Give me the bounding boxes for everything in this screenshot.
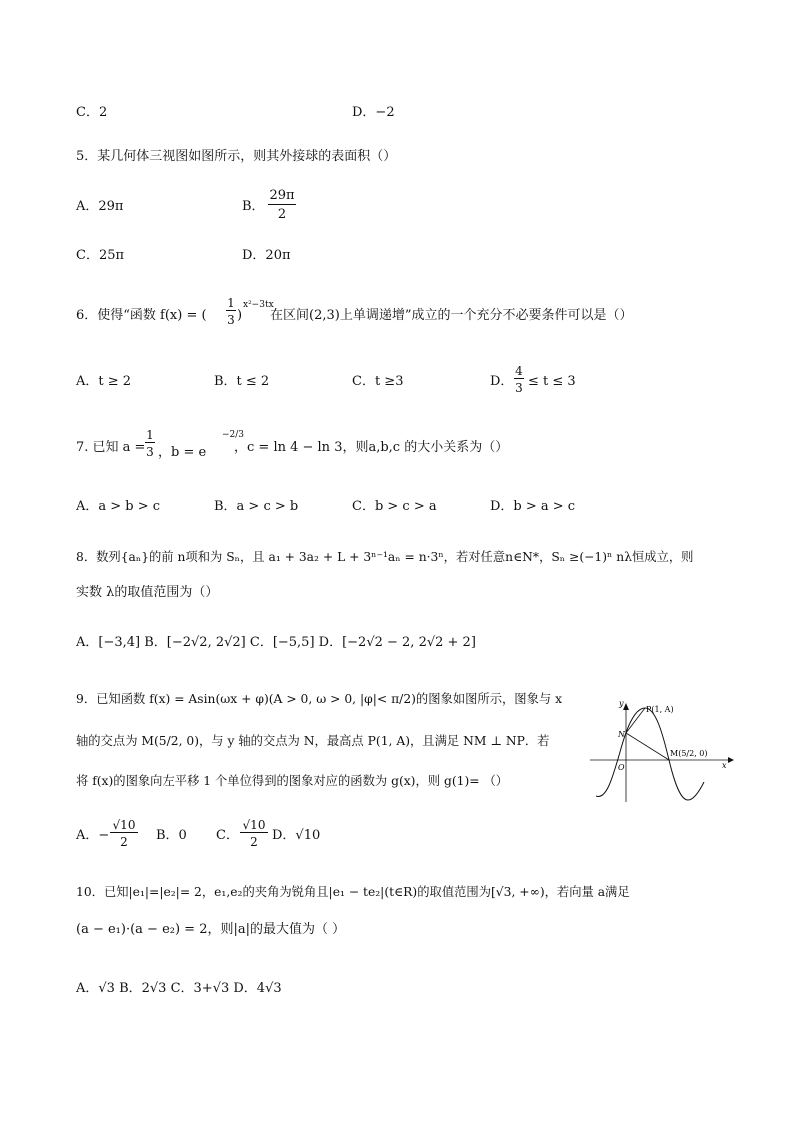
label-m: M(5/2, 0) [670, 749, 708, 758]
q7-stem-post: ，c = ln 4 − ln 3，则a,b,c 的大小关系为（） [234, 440, 509, 455]
q7-option-d: D．b > a > c [490, 499, 576, 514]
q9-stem-line2: 轴的交点为 M(5/2, 0)，与 y 轴的交点为 N，最高点 P(1, A)，且满足 NM ⊥ NP．若 [76, 734, 550, 748]
q4-option-c: C．2 [76, 105, 108, 120]
q6-stem-pre: 6．使得“函数 f(x) = ( [76, 308, 207, 323]
q8-stem-line1: 8．数列{aₙ}的前 n项和为 Sₙ，且 a₁ + 3a₂ + L + 3ⁿ⁻¹aₙ = n·3ⁿ，若对任意n∈N*，Sₙ ≥(−1)ⁿ nλ恒成立，则 [76, 550, 694, 564]
q7-option-c: C．b > c > a [352, 499, 437, 514]
label-o: O [618, 763, 625, 772]
q9-option-a-denominator: 2 [120, 835, 128, 849]
q9-option-d: D．√10 [272, 828, 321, 843]
segment-np [626, 708, 645, 733]
q8-options: A．[−3,4] B．[−2√2, 2√2] C．[−5,5] D．[−2√2 − 2, 2√2 + 2] [76, 635, 476, 650]
q6-close-paren: ) [237, 308, 243, 323]
q5-option-b-prefix: B． [242, 199, 265, 214]
q4-option-d: D．−2 [352, 105, 395, 120]
x-axis-arrow-icon [728, 757, 734, 763]
label-p: P(1, A) [646, 705, 674, 714]
q6-option-b: B．t ≤ 2 [214, 374, 270, 389]
q6-fraction-denominator: 3 [227, 313, 235, 327]
q9-option-a-numerator: √10 [110, 818, 138, 833]
q6-option-a: A．t ≥ 2 [76, 374, 132, 389]
q5-option-c: C．25π [76, 248, 125, 263]
q7-b-exponent: −2/3 [222, 430, 245, 440]
q7-option-b: B．a > c > b [214, 499, 299, 514]
q9-option-b: B．0 [156, 828, 187, 843]
q9-option-c-denominator: 2 [250, 835, 258, 849]
q10-stem-line1: 10．已知|e₁|=|e₂|= 2，e₁,e₂的夹角为锐角且|e₁ − te₂|(t∈R)的取值范围为[√3, +∞)，若向量 a满足 [76, 885, 630, 899]
q5-option-a: A．29π [76, 199, 124, 214]
q7-option-a: A．a > b > c [76, 499, 161, 514]
label-y: y [619, 700, 624, 708]
q10-options: A．√3 B．2√3 C．3+√3 D．4√3 [76, 981, 282, 996]
q7-b-pre: ，b = e [158, 445, 207, 460]
q9-option-c-numerator: √10 [240, 818, 268, 833]
q6-fraction-numerator: 1 [227, 296, 235, 310]
label-x: x [722, 761, 727, 770]
q8-stem-line2: 实数 λ的取值范围为（） [76, 585, 219, 600]
q6-option-d-numerator: 4 [515, 364, 523, 378]
sine-graph-figure [588, 700, 738, 804]
q5-option-b-denominator: 2 [277, 207, 287, 222]
q6-option-d-denominator: 3 [515, 381, 523, 395]
q5-option-b-numerator: 29π [269, 188, 295, 203]
q7-stem-pre: 7. 已知 a = [76, 440, 146, 455]
label-n: N [618, 730, 625, 739]
q7-a-denominator: 3 [146, 445, 154, 459]
q6-option-d-prefix: D． [490, 374, 514, 389]
q9-option-c-prefix: C． [216, 828, 239, 843]
q6-option-d-post: ≤ t ≤ 3 [528, 374, 576, 389]
q9-option-a-prefix: A．− [76, 828, 110, 843]
q7-a-numerator: 1 [146, 428, 154, 442]
q9-stem-line3: 将 f(x)的图象向左平移 1 个单位得到的图象对应的函数为 g(x)，则 g(1)= （） [76, 774, 509, 788]
q10-stem-line2: (a − e₁)·(a − e₂) = 2，则|a|的最大值为（ ） [76, 922, 346, 937]
q5-stem: 5．某几何体三视图如图所示，则其外接球的表面积（） [76, 149, 397, 164]
q5-option-d: D．20π [242, 248, 291, 263]
q9-stem-line1: 9．已知函数 f(x) = Asin(ωx + φ)(A > 0, ω > 0, |φ|< π/2)的图象如图所示，图象与 x [76, 692, 563, 706]
q6-exponent: x²−3tx [243, 300, 274, 310]
q6-stem-post: 在区间(2,3)上单调递增”成立的一个充分不必要条件可以是（） [270, 308, 633, 323]
y-axis-arrow-icon [623, 703, 629, 710]
q6-option-c: C．t ≥3 [352, 374, 404, 389]
